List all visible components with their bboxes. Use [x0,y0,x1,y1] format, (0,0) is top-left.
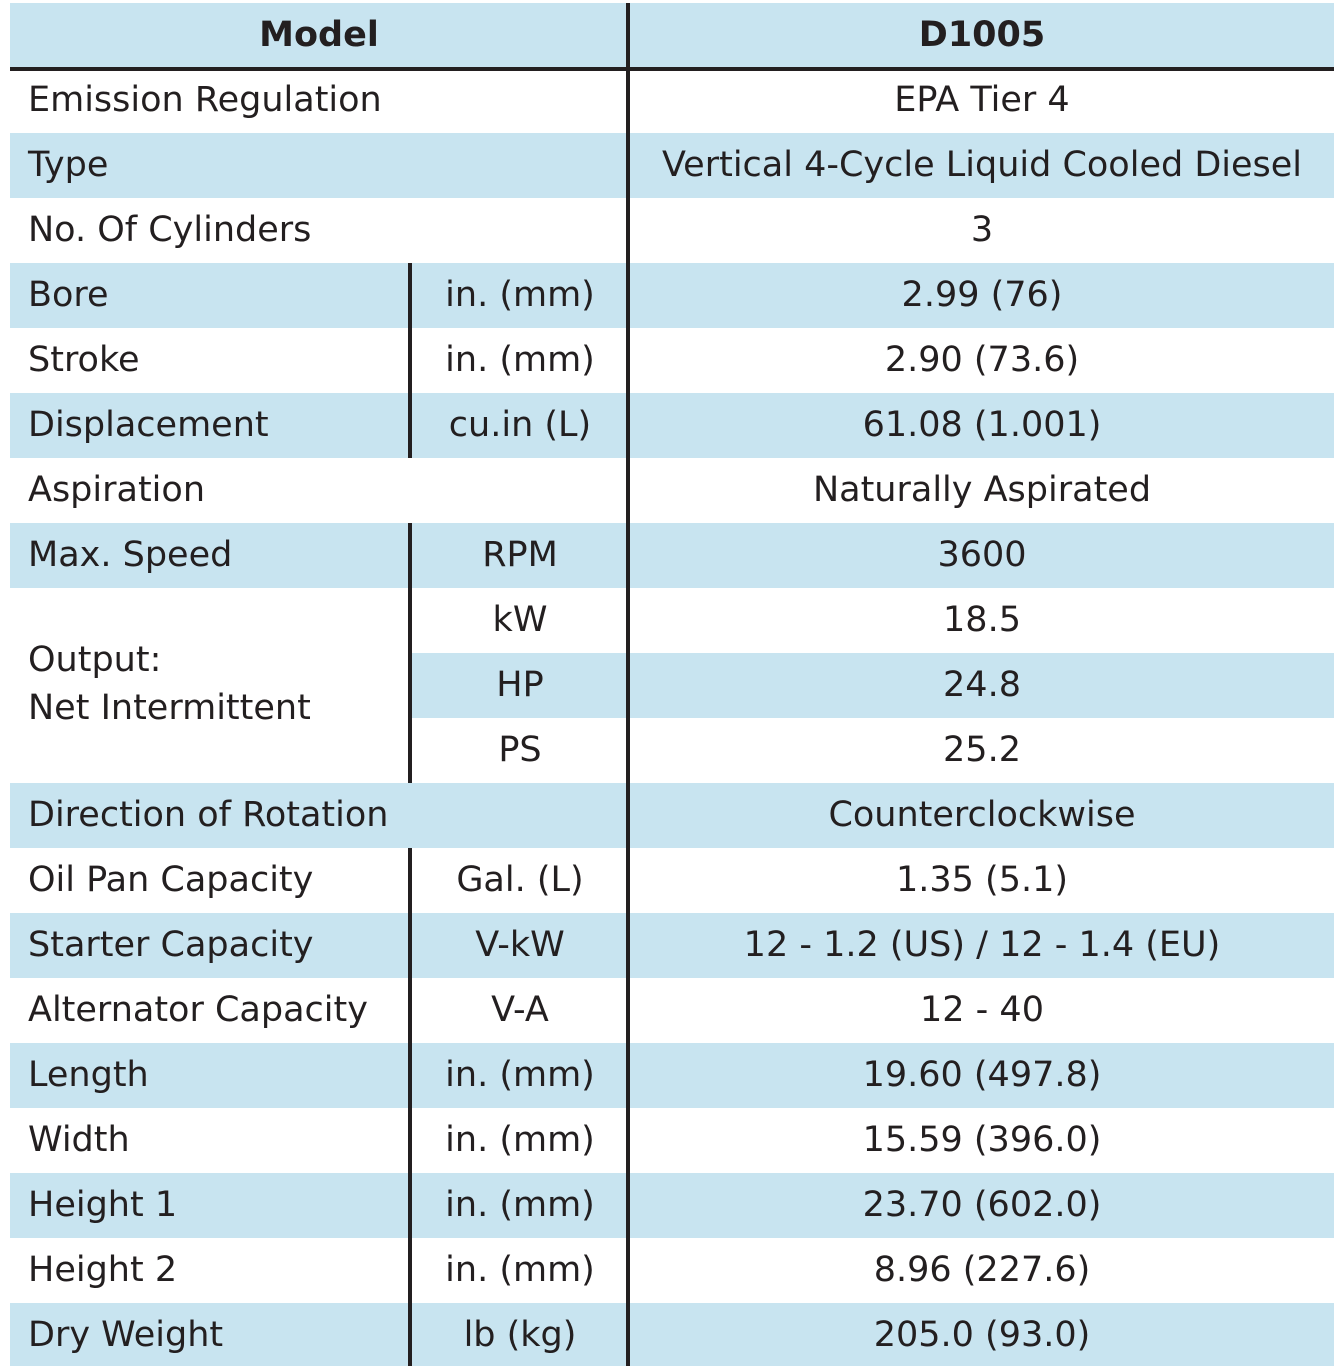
row-unit: V-A [491,990,549,1030]
row-label: Type [28,145,109,185]
row-unit: in. (mm) [445,275,595,315]
row-value: 2.90 (73.6) [884,340,1080,380]
unit-column-divider [408,523,412,783]
row-value: 1.35 (5.1) [895,860,1069,900]
row-value: 61.08 (1.001) [862,405,1102,445]
header-divider [10,67,1334,71]
row-label: Alternator Capacity [28,990,368,1030]
row-value: 8.96 (227.6) [873,1250,1091,1290]
row-label: Stroke [28,340,140,380]
row-unit: cu.in (L) [448,405,592,445]
unit-column-divider [408,848,412,1366]
row-value: 2.99 (76) [901,275,1063,315]
row-value: 3600 [937,535,1027,575]
model-header-value: D1005 [918,15,1046,55]
model-header-label: Model [259,15,379,55]
spec-table [10,3,1334,1366]
row-label: Direction of Rotation [28,795,389,835]
output-value: 24.8 [943,665,1021,705]
row-unit: in. (mm) [445,1120,595,1160]
output-value: 25.2 [943,730,1021,770]
row-label: Emission Regulation [28,80,382,120]
output-value: 18.5 [943,600,1021,640]
row-value: 15.59 (396.0) [862,1120,1102,1160]
row-value: 12 - 40 [920,990,1044,1030]
row-value: 23.70 (602.0) [862,1185,1102,1225]
output-unit: PS [498,730,542,770]
output-unit: HP [496,665,544,705]
row-value: EPA Tier 4 [894,80,1070,120]
row-value: 12 - 1.2 (US) / 12 - 1.4 (EU) [743,925,1221,965]
row-value: 19.60 (497.8) [862,1055,1102,1095]
row-label: Height 1 [28,1185,178,1225]
row-value: Vertical 4-Cycle Liquid Cooled Diesel [661,145,1303,185]
row-unit: in. (mm) [445,1055,595,1095]
row-unit: in. (mm) [445,1185,595,1225]
unit-column-divider [408,263,412,458]
output-label-line2: Net Intermittent [28,688,311,728]
row-label: Starter Capacity [28,925,314,965]
value-column-divider [626,3,630,1366]
row-label: Displacement [28,405,269,445]
output-unit: kW [492,600,548,640]
row-unit: V-kW [475,925,565,965]
row-label: Dry Weight [28,1315,224,1355]
row-label: Oil Pan Capacity [28,860,314,900]
row-unit: lb (kg) [463,1315,577,1355]
output-label [28,636,311,732]
row-value: 205.0 (93.0) [873,1315,1091,1355]
row-label: Height 2 [28,1250,178,1290]
output-label-line1: Output: [28,640,162,680]
row-value: Naturally Aspirated [812,470,1152,510]
row-label: Length [28,1055,149,1095]
row-label: No. Of Cylinders [28,210,312,250]
row-unit: in. (mm) [445,340,595,380]
row-label: Bore [28,275,109,315]
row-label: Max. Speed [28,535,233,575]
row-unit: in. (mm) [445,1250,595,1290]
row-unit: RPM [482,535,558,575]
row-value: 3 [970,210,994,250]
row-label: Width [28,1120,130,1160]
row-unit: Gal. (L) [456,860,584,900]
row-label: Aspiration [28,470,205,510]
row-value: Counterclockwise [828,795,1136,835]
